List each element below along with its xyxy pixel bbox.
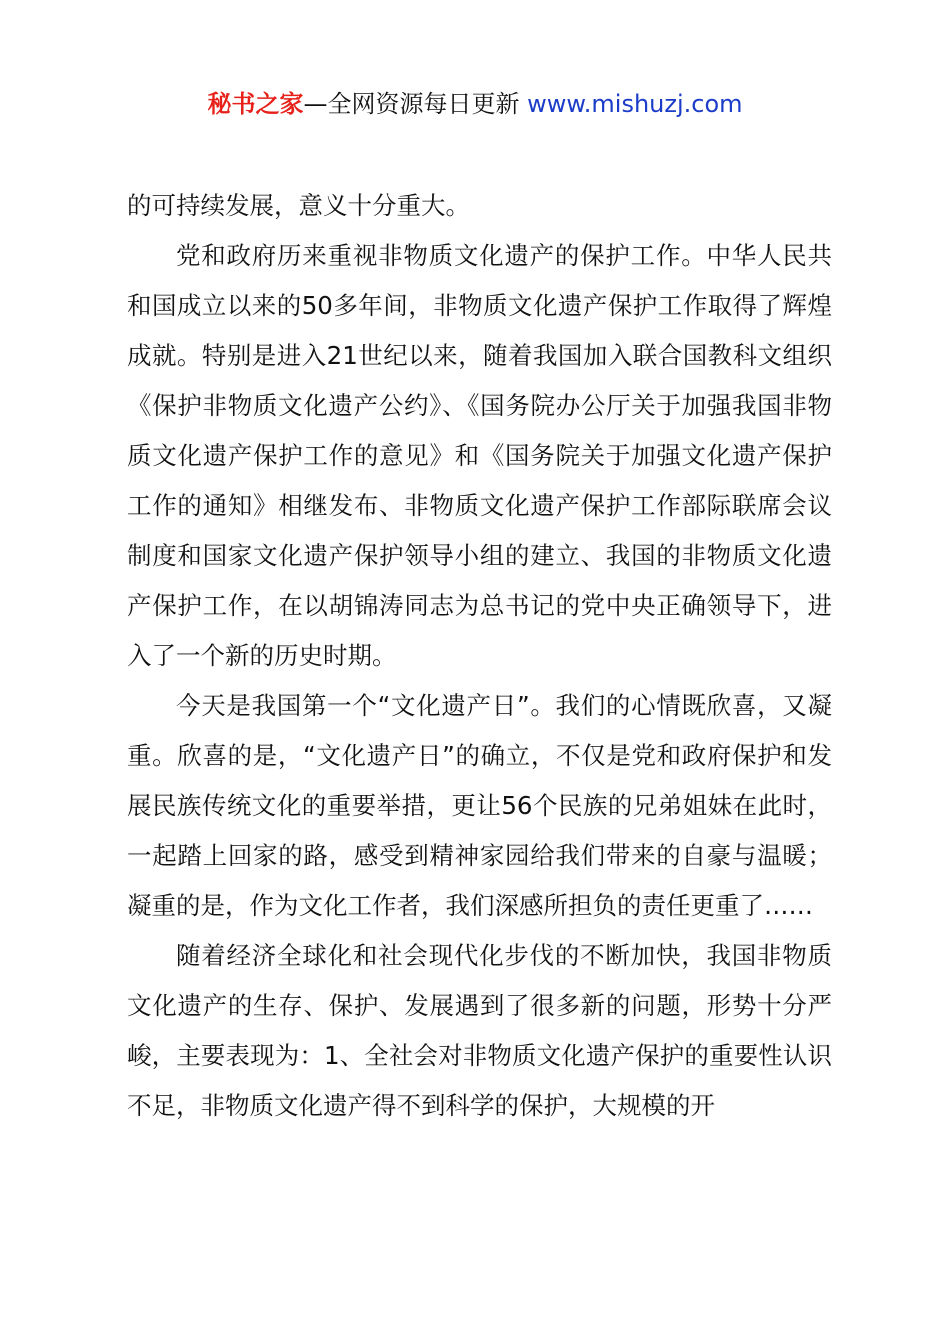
page-header — [0, 86, 950, 122]
paragraph: 党和政府历来重视非物质文化遗产的保护工作。中华人民共和国成立以来的50多年间，非物质文化遗产保护工作取得了辉煌成就。特别是进入21世纪以来，随着我国加入联合国教科文组织《保护非物质文化遗产公约》、《国务院办公厅关于加强我国非物质文化遗产保护工作的意见》和《国务院关于加强文化遗产保护工作的通知》相继发布、非物质文化遗产保护工作部际联席会议制度和国家文化遗产保护领导小组的建立、我国的非物质文化遗产保护工作，在以胡锦涛同志为总书记的党中央正确领导下，进入了一个新的历史时期。 — [127, 241, 832, 670]
paragraph-continuation: 的可持续发展，意义十分重大。 — [127, 191, 470, 220]
document-body — [127, 181, 832, 1131]
brand-name: 秘书之家 — [207, 90, 304, 118]
paragraph: 今天是我国第一个“文化遗产日”。我们的心情既欣喜，又凝重。欣喜的是，“文化遗产日”的确立，不仅是党和政府保护和发展民族传统文化的重要举措，更让56个民族的兄弟姐妹在此时，一起踏上回家的路，感受到精神家园给我们带来的自豪与温暖；凝重的是，作为文化工作者，我们深感所担负的责任更重了…… — [127, 691, 832, 920]
paragraph: 随着经济全球化和社会现代化步伐的不断加快，我国非物质文化遗产的生存、保护、发展遇到了很多新的问题，形势十分严峻，主要表现为：1、全社会对非物质文化遗产保护的重要性认识不足，非物质文化遗产得不到科学的保护，大规模的开 — [127, 941, 832, 1120]
header-tagline: —全网资源每日更新 — [303, 90, 520, 118]
site-url-link[interactable]: www.mishuzj.com — [527, 90, 743, 118]
